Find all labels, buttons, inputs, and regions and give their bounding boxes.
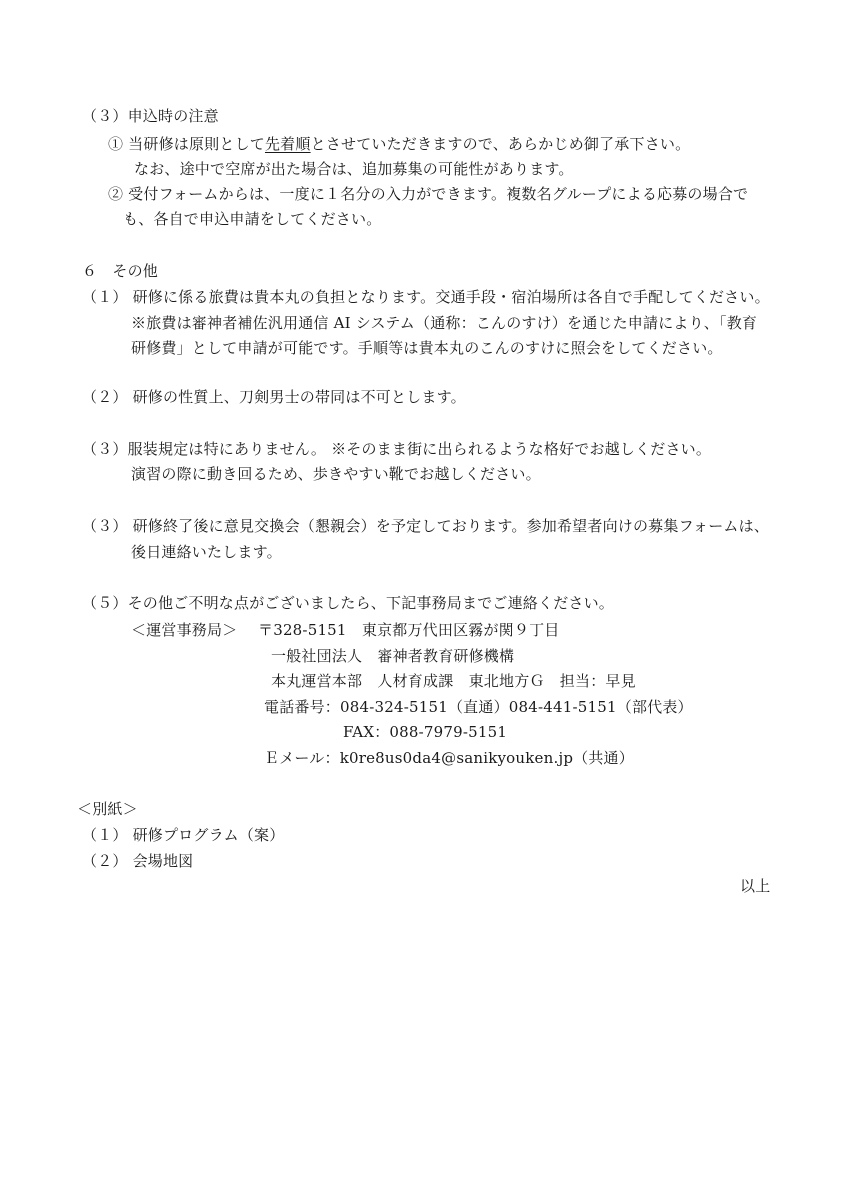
attachment-item-map: （２） 会場地図: [82, 852, 194, 870]
no-companion-notice: （２） 研修の性質上、刀剣男士の帯同は不可とします。: [82, 388, 466, 406]
office-department: 本丸運営本部 人材育成課 東北地方Ｇ 担当：早見: [271, 672, 636, 690]
application-note-2-line-1: ② 受付フォームからは、一度に１名分の入力ができます。複数名グループによる応募の場合で: [108, 185, 749, 203]
note-1-text-pre: ① 当研修は原則として: [108, 135, 265, 153]
note-1-text-post: とさせていただきますので、あらかじめ御了承下さい。: [310, 135, 691, 153]
reception-line-1: （３） 研修終了後に意見交換会（懇親会）を予定しております。参加希望者向けの募集フォームは、: [82, 517, 770, 535]
travel-cost-line-2: ※旅費は審神者補佐汎用通信 AI システム（通称：こんのすけ）を通じた申請により、「教育: [131, 314, 758, 332]
attachment-item-program: （１） 研修プログラム（案）: [82, 826, 285, 844]
contact-notice: （５）その他ご不明な点がございましたら、下記事務局までご連絡ください。: [82, 594, 615, 612]
office-fax: FAX：088-7979-5151: [343, 723, 508, 741]
note-1-underlined-term: 先着順: [264, 135, 311, 153]
office-address: 〒328-5151 東京都万代田区霧が関９丁目: [258, 621, 560, 639]
travel-cost-line-1: （１） 研修に係る旅費は貴本丸の負担となります。交通手段・宿泊場所は各自で手配してください。: [82, 288, 770, 306]
travel-cost-line-3: 研修費」として申請が可能です。手順等は貴本丸のこんのすけに照会をしてください。: [131, 339, 723, 357]
application-note-2-line-2: も、各自で申込申請をしてください。: [123, 210, 382, 228]
application-note-1-line-1: [108, 135, 690, 153]
office-phone: 電話番号：084-324-5151（直通）084-441-5151（部代表）: [264, 698, 693, 716]
office-label: ＜運営事務局＞: [131, 621, 238, 639]
office-email: Ｅメール：k0re8us0da4@sanikyouken.jp（共通）: [264, 749, 634, 767]
application-notes-heading: （３）申込時の注意: [82, 107, 219, 125]
dress-code-line-2: 演習の際に動き回るため、歩きやすい靴でお越しください。: [131, 465, 541, 483]
other-section-heading: ６ その他: [82, 262, 159, 280]
closing-mark: 以上: [740, 877, 771, 895]
reception-line-2: 後日連絡いたします。: [131, 543, 282, 561]
dress-code-line-1: （３）服装規定は特にありません。 ※そのまま街に出られるような格好でお越しください。: [82, 440, 712, 458]
application-note-1-line-2: なお、途中で空席が出た場合は、追加募集の可能性があります。: [134, 160, 574, 178]
office-organization: 一般社団法人 審神者教育研修機構: [271, 647, 515, 665]
attachments-heading: ＜別紙＞: [77, 800, 138, 818]
